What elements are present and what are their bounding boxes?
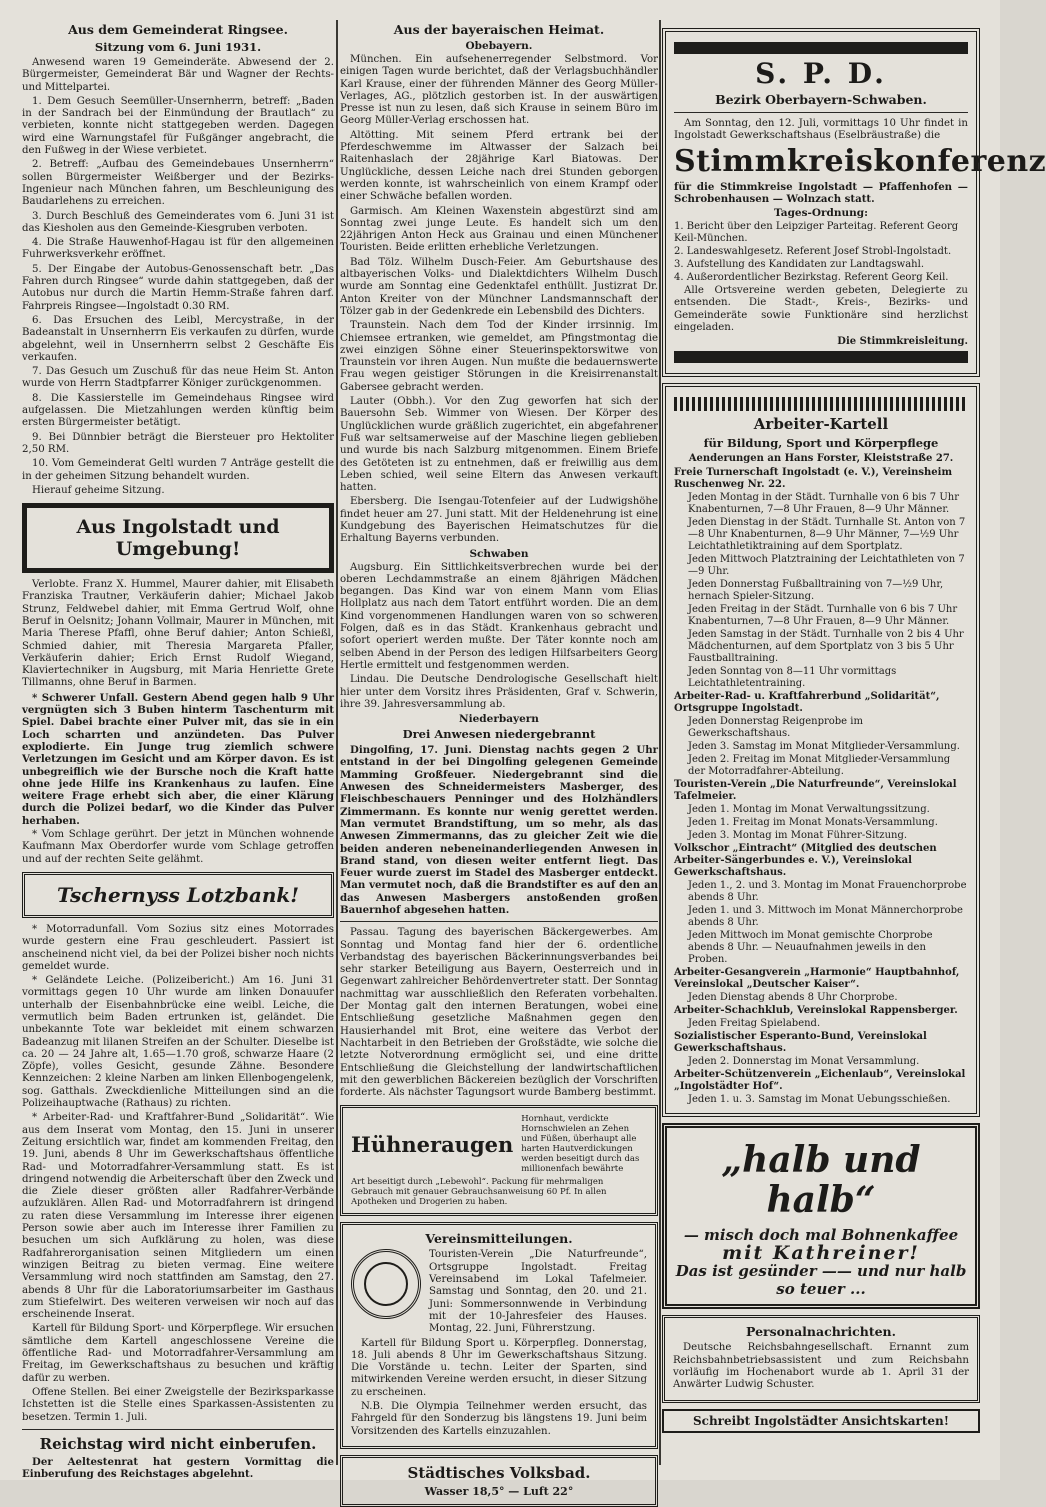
club-heading: Arbeiter-Schützenverein „Eichenlaub“, Vereinslokal „Ingolstädter Hof“.	[674, 1069, 966, 1093]
verlobte-notice: Verlobte. Franz X. Hummel, Maurer dahier, mit Elisabeth Franziska Trautner, Verkäuferin dahier; Michael Jakob Strunz, Feldwebel dahier, mit Emma Gertrud Wolf, ohne Beruf in Oelsnitz; Johann Vollmair, Maurer in München, mit Maria Therese Pfaffl, ohne Beruf dahier; Anton Schießl, Schmied dahier, mit Theresia Margareta Pfaller, Verkäuferin dahier; Erich Ernst Rudolf Wiegand, Klaviertechniker in Augsburg, mit Maria Henriette Grete Tillmanns, ohne Beruf in Barmen.	[22, 579, 334, 689]
schedule-line: Jeden Dienstag in der Städt. Turnhalle St. Anton von 7—8 Uhr Knabenturnen, 8—9 Uhr Männer, 7—½9 Uhr Leichtathletiktraining auf dem Sportplatz.	[688, 517, 966, 553]
schedule-line: Jeden 1. Montag im Monat Verwaltungssitzung.	[688, 804, 930, 816]
gemeinderat-item: 9. Bei Dünnbier beträgt die Biersteuer pro Hektoliter 2,50 RM.	[22, 431, 334, 455]
schedule-line: Jeden Samstag in der Städt. Turnhalle von 2 bis 4 Uhr Mädchenturnen, auf dem Sportplatz von 3 bis 5 Uhr Faustballtraining.	[688, 629, 964, 665]
script-ad-text: Tschernyss Lotzbank!	[56, 882, 300, 907]
schedule-line: Jeden 3. Samstag im Monat Mitglieder-Versammlung.	[688, 741, 960, 753]
motorrad-article: * Motorradunfall. Vom Sozius sitz eines Motorrades wurde gestern eine Frau geschleudert. Passiert ist anscheinend nicht viel, da bei der Polizei bisher noch nichts gemeldet wurde.	[22, 923, 334, 972]
region-oberbayern: Obebayern.	[465, 40, 533, 52]
decorative-bar	[674, 42, 968, 54]
spd-stimmkreise: für die Stimmkreise Ingolstadt — Pfaffenhofen — Schrobenhausen — Wolnzach statt.	[674, 180, 968, 205]
ak-subtitle: für Bildung, Sport und Körperpflege	[703, 436, 939, 451]
schedule-line: Jeden 1. u. 3. Samstag im Monat Uebungsschießen.	[688, 1094, 951, 1106]
schedule-line: Jeden Mittwoch Platztraining der Leichtathleten von 7—9 Uhr.	[688, 554, 965, 578]
personal-box	[662, 1315, 980, 1402]
naturfreunde-emblem-icon	[351, 1249, 421, 1319]
gemeinderat-items	[22, 96, 334, 497]
schedule-line: Jeden 1. Freitag im Monat Monats-Versammlung.	[688, 817, 938, 829]
club-heading: Touristen-Verein „Die Naturfreunde“, Vereinslokal Tafelmeier.	[674, 779, 957, 803]
column-middle	[340, 22, 658, 1498]
kathreiner-headline: „halb und halb“	[721, 1139, 921, 1222]
schedule-line: Jeden 1. und 3. Mittwoch im Monat Männerchorprobe abends 8 Uhr.	[688, 905, 963, 929]
gemeinderat-item: 6. Das Ersuchen des Leibl, Mercystraße, in der Badeanstalt in Unsernherrn Eis verkaufen zu dürfen, wurde abgelehnt, weil in Unsernherrn selbst 2 Geschäfte Eis verkaufen.	[22, 314, 334, 363]
club-heading: Volkschor „Eintracht“ (Mitglied des deutschen Arbeiter-Sängerbundes e. V.), Vereinslokal Gewerkschaftshaus.	[674, 843, 937, 879]
stellen-article: Offene Stellen. Bei einer Zweigstelle der Bezirksparkasse Ichstetten ist die Stelle eines Sparkassen-Assistenten zu besetzen. Termin 1. Juli.	[22, 1386, 334, 1423]
spd-title: S. P. D.	[755, 57, 887, 90]
ak-address: Aenderungen an Hans Forster, Kleiststraße 27.	[688, 453, 954, 465]
region-schwaben: Schwaben	[469, 547, 529, 560]
club-heading: Arbeiter-Schachklub, Vereinslokal Rappensberger.	[674, 1005, 958, 1017]
gemeinderat-item: 10. Vom Gemeinderat Geltl wurden 7 Anträge gestellt die in der geheimen Sitzung behandelt wurden.	[22, 458, 334, 482]
vereinsmitteilungen-box	[340, 1222, 658, 1448]
verein-naturfreunde: Touristen-Verein „Die Naturfreunde“, Ortsgruppe Ingolstadt. Freitag Vereinsabend im Lokal Tafelmeier. Samstag und Sonntag, den 20. und 21. Juni: Sommersonnwende in Verbindung mit der 10-Jahresfeier des Hauses. Montag, 22. Juni, Führerstzung.	[429, 1249, 647, 1335]
spd-konferenz: Stimmkreiskonferenz	[674, 143, 1046, 179]
news-altoetting: Altötting. Mit seinem Pferd ertrank bei der Pferdeschwemme im Altwasser der Salzach bei Raitenhaslach der 28jährige Karl Biatowas. Der Unglückliche, dessen Leiche nach drei Stunden geborgen werden konnte, ist wahrscheinlich von einem Krampf oder einer Schwäche befallen worden.	[340, 129, 658, 203]
column-right	[662, 22, 1046, 1462]
news-augsburg: Augsburg. Ein Sittlichkeitsverbrechen wurde bei der oberen Lechdammstraße an einem 8jährigen Mädchen begangen. Das Kind war von einem Mann vom Elias Hollplatz aus nach dem Tatort entführt worden. Die an dem Kind vorgenommenen Handlungen waren von so schweren Folgen, daß es in das Städt. Krankenhaus gebracht und sofort operiert werden mußte. Der Täter konnte noch am selben Abend in der Person des ledigen Hilfsarbeiters Georg Hertle ermittelt und festgenommen werden.	[340, 561, 658, 671]
news-lindau: Lindau. Die Deutsche Dendrologische Gesellschaft hielt hier unter dem Vorsitz ihres Präsidenten, Graf v. Schwerin, ihre 39. Jahresversammlung ab.	[340, 674, 658, 710]
gemeinderat-item: 4. Die Straße Hauwenhof-Hagau ist für den allgemeinen Fuhrwerksverkehr eröffnet.	[22, 237, 334, 261]
schlag-article: * Vom Schlage gerührt. Der jetzt in München wohnende Kaufmann Max Oberdorfer wurde vom Schlage getroffen und auf der rechten Seite gelähmt.	[22, 829, 334, 865]
club-heading: Arbeiter-Rad- u. Kraftfahrerbund „Solidarität“, Ortsgruppe Ingolstadt.	[674, 691, 940, 715]
kartell-article: Kartell für Bildung Sport- und Körperpflege. Wir ersuchen sämtliche dem Kartell angeschlossene Vereine die öffentliche Rad- und Motorradfahrer-Versammlung am Freitag, im Gewerkschaftshaus zu besuchen und kräftig dafür zu werben.	[22, 1323, 334, 1384]
gemeinderat-item: 5. Der Eingabe der Autobus-Genossenschaft betr. „Das Fahren durch Ringsee“ wurde dahin stattgegeben, daß der Autobus nur durch die Martin Hemm-Straße fahren darf. Fahrpreis Ringsee—Ingolstadt 0.30 RM.	[22, 263, 334, 312]
news-garmisch: Garmisch. Am Kleinen Waxenstein abgestürzt sind am Sonntag zwei junge Leute. Es handelt sich um den 22jährigen Anton Heck aus Grainau und einen Münchener Touristen. Beide erlitten erhebliche Verletzungen.	[340, 205, 658, 254]
column-rule	[659, 20, 661, 1465]
headline-heimat: Aus der bayeraischen Heimat.	[393, 22, 605, 37]
pers-title: Personalnachrichten.	[746, 1324, 896, 1340]
verein-olympia: N.B. Die Olympia Teilnehmer werden ersucht, das Fahrgeld für den Sonderzug bis längstens 19. Juni beim Vorsitzenden des Kartells einzuzahlen.	[351, 1401, 647, 1437]
news-brand: Dingolfing, 17. Juni. Dienstag nachts gegen 2 Uhr entstand in der bei Dingolfing gelegenen Gemeinde Mamming Großfeuer. Niedergebrannt sind die Anwesen des Schneidermeisters Masberger, des Fleischbeschauers Penninger und des Holzhändlers Zimmermann. Es konnte nur wenig gerettet werden. Man vermutet Brandstiftung, um so mehr, als das Anwesen Zimmermanns, das zu gleicher Zeit wie die beiden anderen nebeneinanderliegenden Anwesen in Brand stand, von diesen weiter entfernt liegt. Das Feuer wurde zuerst im Stadel des Masberger entdeckt. Man vermutet noch, daß die Brandstifter es auf den an das Anwesen Masbergers anstoßenden großen Bauernhof abgesehen hatten.	[340, 744, 658, 916]
schedule-line: Jeden Dienstag abends 8 Uhr Chorprobe.	[688, 992, 898, 1004]
schedule-line: Jeden Donnerstag Reigenprobe im Gewerkschaftshaus.	[688, 716, 863, 740]
news-toelz: Bad Tölz. Wilhelm Dusch-Feier. Am Geburtshause des altbayerischen Volks- und Dialektdichters Wilhelm Dusch wurde am Sonntag eine Gedenktafel enthüllt. Justizrat Dr. Anton Kreiter von der Münchner Landsmannschaft der Tölzer gab in der Gedenkrede ein Lebensbild des Dichters.	[340, 256, 658, 317]
ansichtskarten-footer: Schreibt Ingolstädter Ansichtskarten!	[662, 1409, 980, 1433]
radfahrer-article: * Arbeiter-Rad- und Kraftfahrer-Bund „Solidarität“. Wie aus dem Inserat vom Montag, den 15. Juni in unserer Zeitung ersichtlich war, findet am kommenden Freitag, den 19. Juni, abends 8 Uhr im Gewerkschaftshaus öffentliche Rad- und Motorradfahrer-Versammlung statt. Es ist dringend notwendig die Arbeiterschaft über den Zweck und die Ziele dieser größten aller Radfahrer-Verbände aufzuklären. Allen Rad- und Motorradfahrern ist dringend zu raten diese Versammlung im Interesse ihrer eigenen Person sowie aber auch im Interesse ihrer Familien zu besuchen um sich Aufklärung zu holen, was diese Radfahrerorganisation seinen Mitgliedern um einen winzigen Beitrag zu bieten vermag. Eine weitere Versammlung wird noch stattfinden am Samstag, den 27. abends 8 Uhr für die Laboratoriumsarbeiter im Gasthaus zum Stiefelwirt. Des weiteren verweisen wir noch auf das erscheinende Inserat.	[22, 1112, 334, 1321]
spd-agenda	[674, 221, 968, 284]
huehneraugen-ad	[340, 1105, 658, 1216]
verein-kartell: Kartell für Bildung Sport u. Körperpfleg. Donnerstag, 18. Juli abends 8 Uhr im Gewerkschaftshaus Sitzung. Die Vorstände u. techn. Leiter der Sparten, sind mitwirkenden Vereine werden ersucht, in dieser Sitzung zu erscheinen.	[351, 1337, 647, 1398]
volksbad-box	[340, 1455, 658, 1507]
huehneraugen-side: Hornhaut, verdickte Hornschwielen an Zehen und Füßen, überhaupt alle harten Hautverdickungen werden beseitigt durch das millionenfach bewährte	[521, 1114, 640, 1175]
brand-title: Drei Anwesen niedergebrannt	[402, 727, 596, 742]
column-left	[22, 22, 334, 1481]
kathreiner-line2: mit Kathreiner!	[722, 1242, 920, 1265]
agenda-item: 3. Aufstellung des Kandidaten zur Landtagswahl.	[674, 259, 924, 271]
column-rule	[336, 20, 338, 1465]
spd-signature: Die Stimmkreisleitung.	[837, 336, 968, 348]
region-niederbayern: Niederbayern	[459, 713, 539, 726]
pers-text: Deutsche Reichsbahngesellschaft. Ernannt zum Reichsbahnbetriebsassistent und zum Reichsbahn vorläufig im Hochenabort wurde ab 1. April 31 der Anwärter Ludwig Schuster.	[673, 1342, 969, 1391]
volksbad-title: Städtisches Volksbad.	[407, 1463, 591, 1482]
verein-title: Vereinsmitteilungen.	[425, 1231, 573, 1247]
news-passau: Passau. Tagung des bayerischen Bäckergewerbes. Am Sonntag und Montag fand hier der 6. ordentliche Verbandstag des bayerischen Bäckerinnungsverbandes bei sehr starker Beteiligung aus Bayern, Oesterreich und in Gegenwart zahlreicher Behördenvertreter statt. Der Sonntag nachmittag war ausschließlich den Referaten vorbehalten. Der Montag galt den internen Beratungen, wobei eine Entschließung gesetzliche Maßnahmen gegen den Hausierhandel mit Brot, eine weitere das Verbot der Nachtarbeit in den Betrieben der Großstädte, wie solche die letzte Notverordnung ermöglicht sei, und eine dritte Entschließung die Gleichstellung der landwirtschaftlichen mit den gewerblichen Bäckereien bezüglich der Vorschriften forderte. Als nächster Tagungsort wurde Bamberg bestimmt.	[340, 927, 658, 1099]
schedule-line: Jeden 2. Donnerstag im Monat Versammlung.	[688, 1056, 920, 1068]
leiche-article: * Geländete Leiche. (Polizeibericht.) Am 16. Juni 31 vormittags gegen 10 Uhr wurde am linken Donauufer unterhalb der Eisenbahnbrücke eine weibl. Leiche, die vermutlich beim Baden ertrunken ist, geländet. Die unbekannte Tote war bekleidet mit einem schwarzen Badeanzug mit lilanen Streifen an der Schulter. Dieselbe ist ca. 20 — 24 Jahre alt, 1.65—1.70 groß, schwarze Haare (2 Zöpfe), volles Gesicht, gesunde Zähne. Besondere Kennzeichen: 2 kleine Narben am linken Ellenbogengelenk, sog. Gatthals. Zweckdienliche Mitteilungen sind an die Polizeihauptwache (Rathaus) zu richten.	[22, 975, 334, 1110]
gemeinderat-item: 7. Das Gesuch um Zuschuß für das neue Heim St. Anton wurde von Herrn Stadtpfarrer Königer zurückgenommen.	[22, 366, 334, 390]
spd-tagesordnung: Tages-Ordnung:	[773, 207, 869, 220]
agenda-item: 1. Bericht über den Leipziger Parteitag. Referent Georg Keil-München.	[674, 221, 959, 245]
reichstag-title: Reichstag wird nicht einberufen.	[39, 1434, 317, 1453]
ak-title: Arbeiter-Kartell	[753, 415, 889, 434]
schedule-line: Jeden 2. Freitag im Monat Mitglieder-Versammlung der Motorradfahrer-Abteilung.	[688, 754, 951, 778]
gemeinderat-item: 3. Durch Beschluß des Gemeinderates vom 6. Juni 31 ist das Kiesholen aus den Gemeinde-Kiesgruben verboten.	[22, 210, 334, 234]
news-lauter: Lauter (Obbh.). Vor den Zug geworfen hat sich der Bauersohn Seb. Wimmer von Wiesen. Der Körper des Unglücklichen wurde gräßlich zugerichtet, ein abgefahrener Fuß war seltsamerweise auf der Maschine liegen geblieben und wurde bis nach Salzburg mitgenommen. Einem Briefe des Getöteten ist zu entnehmen, daß er freiwillig aus dem Leben schied, weil seine Eltern das Anwesen verkauft hatten.	[340, 396, 658, 494]
club-heading: Freie Turnerschaft Ingolstadt (e. V.), Vereinsheim Ruschenweg Nr. 22.	[674, 467, 953, 491]
schedule-line: Jeden Mittwoch im Monat gemischte Chorprobe abends 8 Uhr. — Neuaufnahmen jeweils in den Proben.	[688, 930, 933, 966]
verein-row	[351, 1249, 647, 1337]
news-muenchen: München. Ein aufsehenerregender Selbstmord. Vor einigen Tagen wurde berichtet, daß der Verlagsbuchhändler Karl Krause, einer der führenden Männer des Georg Müller-Verlages, AG., plötzlich gestorben ist. In der auswärtigen Presse ist nun zu lesen, daß sich Krause in seinem Büro im Georg Müller-Verlag erschossen hat.	[340, 54, 658, 127]
kathreiner-line3: Das ist gesünder —— und nur halb so teuer ...	[675, 1262, 967, 1299]
script-ad	[22, 872, 334, 918]
spd-subtitle: Bezirk Oberbayern-Schwaben.	[715, 92, 927, 107]
volksbad-temps: Wasser 18,5° — Luft 22°	[424, 1484, 574, 1498]
kathreiner-ad	[662, 1123, 980, 1309]
agenda-item: 4. Außerordentlicher Bezirkstag. Referent Georg Keil.	[674, 272, 949, 284]
ingolstadt-title: Aus Ingolstadt und Umgebung!	[76, 516, 280, 561]
kathreiner-line1: — misch doch mal Bohnenkaffee	[683, 1226, 959, 1245]
separator	[22, 1429, 334, 1430]
article-paragraph: Anwesend waren 19 Gemeinderäte. Abwesend der 2. Bürgermeister, Gemeinderat Bär und Wagner der Rechts- und Mittelpartei.	[22, 57, 334, 93]
schedule-line: Jeden Sonntag von 8—11 Uhr vormittags Leichtathletentraining.	[688, 666, 897, 690]
ak-items	[674, 467, 968, 1106]
reichstag-article: Der Aeltestenrat hat gestern Vormittag die Einberufung des Reichstages abgelehnt.	[22, 1455, 334, 1481]
schedule-line: Jeden Donnerstag Fußballtraining von 7—½9 Uhr, hernach Spieler-Sitzung.	[688, 579, 944, 603]
subheadline-sitzung: Sitzung vom 6. Juni 1931.	[94, 40, 262, 54]
schedule-line: Jeden Freitag in der Städt. Turnhalle von 6 bis 7 Uhr Knabenturnen, 7—8 Uhr Frauen, 8—9 Uhr Männer.	[688, 604, 958, 628]
club-heading: Arbeiter-Gesangverein „Harmonie“ Hauptbahnhof, Vereinslokal „Deutscher Kaiser“.	[674, 967, 960, 991]
spd-intro: Am Sonntag, den 12. Juli, vormittags 10 Uhr findet in Ingolstadt Gewerkschaftshaus (Eselbräustraße) die	[674, 118, 968, 142]
news-ebersberg: Ebersberg. Die Isengau-Totenfeier auf der Ludwigshöhe findet heuer am 27. Juni statt. Mit der Heldenehrung ist eine Kundgebung des Bayerischen Heimatschutzes für die Erhaltung Bayerns verbunden.	[340, 496, 658, 545]
gemeinderat-item: Hierauf geheime Sitzung.	[32, 484, 165, 496]
club-heading: Sozialistischer Esperanto-Bund, Vereinslokal Gewerkschaftshaus.	[674, 1031, 927, 1055]
decorative-bar	[674, 351, 968, 363]
huehneraugen-ad-row	[351, 1114, 647, 1174]
separator	[674, 112, 968, 113]
separator	[340, 921, 658, 922]
schedule-line: Jeden 3. Montag im Monat Führer-Sitzung.	[688, 830, 908, 842]
gemeinderat-item: 2. Betreff: „Aufbau des Gemeindebaues Unsernherrn“ sollen Bürgermeister Weißberger und der Bezirks-Ingenieur nach München fahren, um Beschleunigung des Baudarlehens zu erreichen.	[22, 159, 334, 208]
gemeinderat-item: 8. Die Kassierstelle im Gemeindehaus Ringsee wird aufgelassen. Die Mietzahlungen werden künftig beim ersten Bürgermeister betätigt.	[22, 392, 334, 429]
huehneraugen-title: Hühneraugen	[351, 1131, 514, 1157]
spd-note: Alle Ortsvereine werden gebeten, Delegierte zu entsenden. Die Stadt-, Kreis-, Bezirks- und Gemeinderäte sowie Funktionäre sind herzlichst eingeladen.	[674, 285, 968, 334]
schedule-line: Jeden Montag in der Städt. Turnhalle von 6 bis 7 Uhr Knabenturnen, 7—8 Uhr Frauen, 8—9 Uhr Männer.	[688, 492, 959, 516]
spd-ad	[662, 28, 1046, 377]
decorative-hatch	[674, 397, 968, 411]
headline-gemeinderat: Aus dem Gemeinderat Ringsee.	[68, 22, 288, 37]
schedule-line: Jeden Freitag Spielabend.	[688, 1018, 821, 1030]
agenda-item: 2. Landeswahlgesetz. Referent Josef Strobl-Ingolstadt.	[674, 246, 952, 258]
news-traunstein: Traunstein. Nach dem Tod der Kinder irrsinnig. Im Chiemsee ertranken, wie gemeldet, am Pfingstmontag die zwei einzigen Söhne einer Steuerinspektorswitwe von Traunstein vor ihren Augen. Nun mußte die bedauernswerte Frau wegen geistiger Störungen in die Kreisirrenanstalt Gabersee gebracht werden.	[340, 320, 658, 393]
arbeiter-kartell-box	[662, 383, 980, 1117]
unfall-article: * Schwerer Unfall. Gestern Abend gegen halb 9 Uhr vergnügten sich 3 Buben hinterm Taschenturm mit Spiel. Dabei brachte einer Pulver mit, das sie in ein Loch scharrten und anzündeten. Das Pulver explodierte. Ein Junge trug ziemlich schwere Verletzungen im Gesicht und am Körper davon. Es ist unbegreiflich wie der Bursche noch die Kraft hatte ohne jede Hilfe ins Krankenhaus zu laufen. Eine weitere Frage erhebt sich aber, die einer Klärung durch die Polizei bedarf, wo die Kinder das Pulver herhaben.	[22, 691, 334, 827]
ingolstadt-banner	[22, 503, 334, 573]
gemeinderat-item: 1. Dem Gesuch Seemüller-Unsernherrn, betreff: „Baden in der Sandrach bei der Einmündung der Brautlach“ zu verbieten, konnte nicht stattgegeben werden. Dagegen wird eine Warnungstafel für Fußgänger angebracht, die den Fußweg in der Wiese verbietet.	[22, 95, 334, 157]
schedule-line: Jeden 1., 2. und 3. Montag im Monat Frauenchorprobe abends 8 Uhr.	[688, 880, 967, 904]
huehneraugen-foot: Art beseitigt durch „Lebewohl“. Packung für mehrmaligen Gebrauch mit genauer Gebrauchsanweisung 60 Pf. In allen Apotheken und Drogerien zu haben.	[351, 1177, 607, 1208]
